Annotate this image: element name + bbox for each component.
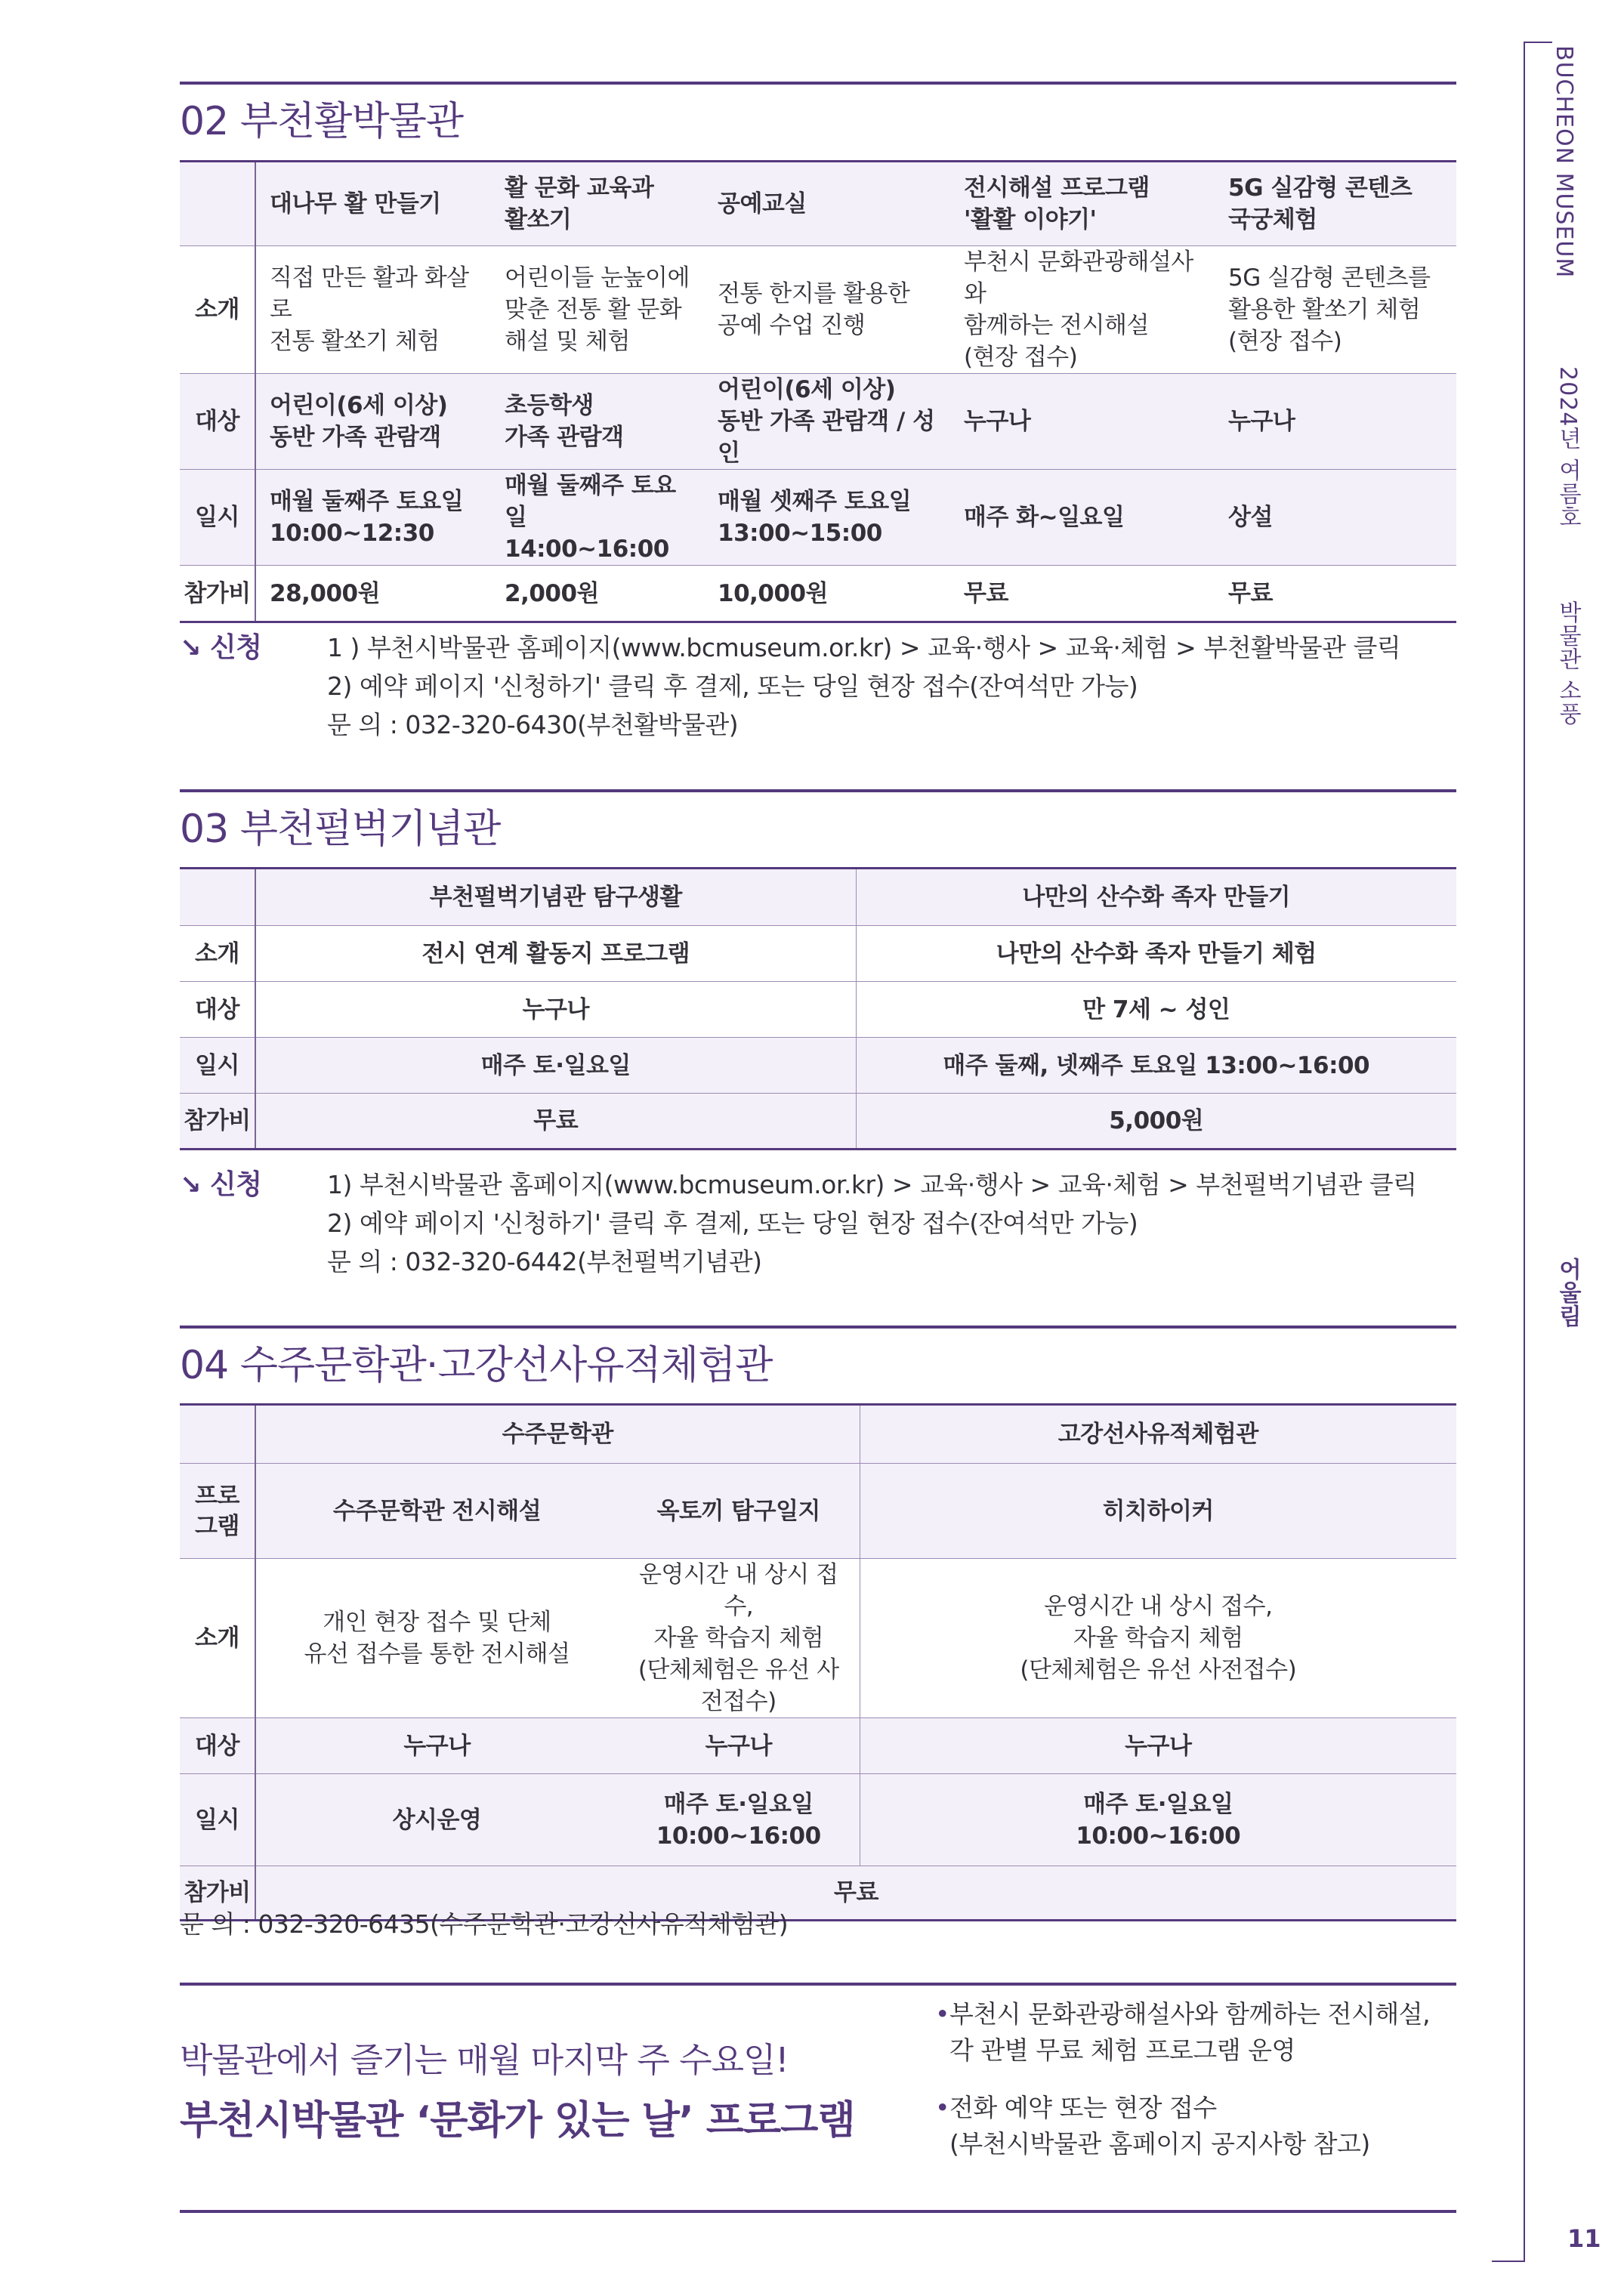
table-row (180, 1405, 1456, 1464)
program-name: 대나무 활 만들기 (255, 162, 491, 246)
row-header: 참가비 (180, 1094, 255, 1150)
apply-line: 1) 부천시박물관 홈페이지(www.bcmuseum.or.kr) > 교육·행사 > 교육·체험 > 부천펄벅기념관 클릭 (327, 1170, 1417, 1199)
table-row (180, 1094, 1456, 1150)
table-cell: 무료 (1215, 566, 1456, 622)
table-cell: 운영시간 내 상시 접수, 자율 학습지 체험 (단체체험은 유선 사전접수) (618, 1559, 860, 1718)
table-cell: 만 7세 ~ 성인 (856, 982, 1456, 1038)
table-cell: 5,000원 (856, 1094, 1456, 1150)
program-name: 전시해설 프로그램 '활활 이야기' (950, 162, 1215, 246)
table-cell: 상설 (1215, 470, 1456, 566)
table-row (180, 1559, 1456, 1718)
table-cell: 매월 둘째주 토요일 14:00~16:00 (491, 470, 704, 566)
divider (1524, 42, 1552, 43)
program-name: 활 문화 교육과 활쏘기 (491, 162, 704, 246)
program-name: 옥토끼 탐구일지 (618, 1464, 860, 1559)
table-cell: 매월 셋째주 토요일 13:00~15:00 (704, 470, 950, 566)
list-item: • 전화 예약 또는 현장 접수 (부천시박물관 홈페이지 공지사항 참고) (935, 2090, 1430, 2162)
row-header: 소개 (180, 1559, 255, 1718)
page-number: 11 (1567, 2224, 1601, 2253)
program-name: 나만의 산수화 족자 만들기 (856, 869, 1456, 926)
row-header: 일시 (180, 470, 255, 566)
row-header: 일시 (180, 1038, 255, 1094)
table-cell: 나만의 산수화 족자 만들기 체험 (856, 926, 1456, 982)
table-cell: 개인 현장 접수 및 단체 유선 접수를 통한 전시해설 (255, 1559, 618, 1718)
table-cell: 매주 토·일요일 (255, 1038, 856, 1094)
table-cell: 10,000원 (704, 566, 950, 622)
issue-label: 2024년 여름호 (1555, 366, 1581, 529)
apply-line: 2) 예약 페이지 '신청하기' 클릭 후 결제, 또는 당일 현장 접수(잔여석만 가능) (327, 1208, 1138, 1238)
table-row (180, 374, 1456, 470)
arrow-down-right-icon: ↘ (180, 1170, 201, 1200)
row-header: 프로 그램 (180, 1464, 255, 1559)
table-row (180, 926, 1456, 982)
culture-day-box (180, 1983, 1456, 2213)
table-row (180, 566, 1456, 622)
venue-name: 고강선사유적체험관 (860, 1405, 1456, 1464)
divider (1492, 2261, 1524, 2262)
table-row (180, 1774, 1456, 1866)
bullet-icon: • (935, 2093, 949, 2122)
arrow-down-right-icon: ↘ (180, 633, 201, 663)
table-cell: 부천시 문화관광해설사와 함께하는 전시해설 (현장 접수) (950, 246, 1215, 374)
museum-name: BUCHEON MUSEUM (1551, 45, 1577, 279)
program-name: 수주문학관 전시해설 (255, 1464, 618, 1559)
row-header: 대상 (180, 982, 255, 1038)
table-cell: 매주 화~일요일 (950, 470, 1215, 566)
table-cell: 5G 실감형 콘텐츠를 활용한 활쏘기 체험 (현장 접수) (1215, 246, 1456, 374)
suju-gogang-table (180, 1403, 1456, 1921)
row-header: 소개 (180, 926, 255, 982)
program-name: 부천펄벅기념관 탐구생활 (255, 869, 856, 926)
section-title-suju-gogang: 04 수주문학관·고강선사유적체험관 (180, 1325, 1456, 1389)
table-cell: 2,000원 (491, 566, 704, 622)
table-cell: 어린이(6세 이상) 동반 가족 관람객 / 성인 (704, 374, 950, 470)
category-label: 박물관 소풍 (1555, 600, 1581, 726)
row-header: 참가비 (180, 1866, 255, 1921)
list-item: • 부천시 문화관광해설사와 함께하는 전시해설, 각 관별 무료 체험 프로그램 운영 (935, 1996, 1430, 2069)
bow-museum-table (180, 160, 1456, 623)
table-cell: 전통 한지를 활용한 공예 수업 진행 (704, 246, 950, 374)
table-cell: 매주 토·일요일 10:00~16:00 (618, 1774, 860, 1866)
section-label: 어울림 (1555, 1258, 1581, 1328)
table-cell: 운영시간 내 상시 접수, 자율 학습지 체험 (단체체험은 유선 사전접수) (860, 1559, 1456, 1718)
table-row (180, 470, 1456, 566)
apply-line: 문 의 : 032-320-6442(부천펄벅기념관) (327, 1247, 762, 1276)
divider (1524, 42, 1525, 2262)
table-cell: 매주 토·일요일 10:00~16:00 (860, 1774, 1456, 1866)
row-header: 소개 (180, 246, 255, 374)
table-cell: 매월 둘째주 토요일 10:00~12:30 (255, 470, 491, 566)
table-cell: 누구나 (1215, 374, 1456, 470)
apply-line: 2) 예약 페이지 '신청하기' 클릭 후 결제, 또는 당일 현장 접수(잔여석만 가능) (327, 671, 1138, 701)
row-header: 대상 (180, 1718, 255, 1774)
table-cell: 전시 연계 활동지 프로그램 (255, 926, 856, 982)
table-row (180, 869, 1456, 926)
apply-label: 신청 (210, 1169, 262, 1200)
program-name: 5G 실감형 콘텐츠 국궁체험 (1215, 162, 1456, 246)
inquiry-text: 문 의 : 032-320-6435(수주문학관·고강선사유적체험관) (180, 1909, 789, 1939)
table-row (180, 1464, 1456, 1559)
table-cell: 직접 만든 활과 화살로 전통 활쏘기 체험 (255, 246, 491, 374)
row-header: 참가비 (180, 566, 255, 622)
table-row (180, 982, 1456, 1038)
table-cell: 누구나 (255, 982, 856, 1038)
table-cell: 무료 (255, 1866, 1456, 1921)
table-row (180, 162, 1456, 246)
table-row (180, 1038, 1456, 1094)
promo-bullets (935, 1996, 1430, 2183)
promo-subtitle: 박물관에서 즐기는 매월 마지막 주 수요일! (180, 2040, 789, 2080)
table-cell: 누구나 (255, 1718, 618, 1774)
pearl-buck-table (180, 867, 1456, 1150)
row-header: 일시 (180, 1774, 255, 1866)
section-title-pearl-buck: 03 부천펄벅기념관 (180, 789, 1456, 853)
side-rail (1522, 0, 1624, 2293)
table-row (180, 246, 1456, 374)
table-cell: 누구나 (618, 1718, 860, 1774)
table-cell: 28,000원 (255, 566, 491, 622)
apply-line: 문 의 : 032-320-6430(부천활박물관) (327, 710, 739, 739)
table-cell: 누구나 (950, 374, 1215, 470)
table-cell: 무료 (950, 566, 1215, 622)
apply-line: 1 ) 부천시박물관 홈페이지(www.bcmuseum.or.kr) > 교육·행사 > 교육·체험 > 부천활박물관 클릭 (327, 633, 1401, 662)
table-cell: 상시운영 (255, 1774, 618, 1866)
promo-title: 부천시박물관 ‘문화가 있는 날’ 프로그램 (180, 2098, 855, 2143)
table-cell: 누구나 (860, 1718, 1456, 1774)
program-name: 공예교실 (704, 162, 950, 246)
table-cell: 어린이(6세 이상) 동반 가족 관람객 (255, 374, 491, 470)
bullet-icon: • (935, 1999, 949, 2029)
table-cell: 매주 둘째, 넷째주 토요일 13:00~16:00 (856, 1038, 1456, 1094)
program-name: 히치하이커 (860, 1464, 1456, 1559)
table-cell: 어린이들 눈높이에 맞춘 전통 활 문화 해설 및 체험 (491, 246, 704, 374)
apply-label: 신청 (210, 632, 262, 663)
table-cell: 초등학생 가족 관람객 (491, 374, 704, 470)
section-title-bow-museum: 02 부천활박물관 (180, 82, 1456, 145)
table-row (180, 1718, 1456, 1774)
table-cell: 무료 (255, 1094, 856, 1150)
venue-name: 수주문학관 (255, 1405, 860, 1464)
row-header: 대상 (180, 374, 255, 470)
